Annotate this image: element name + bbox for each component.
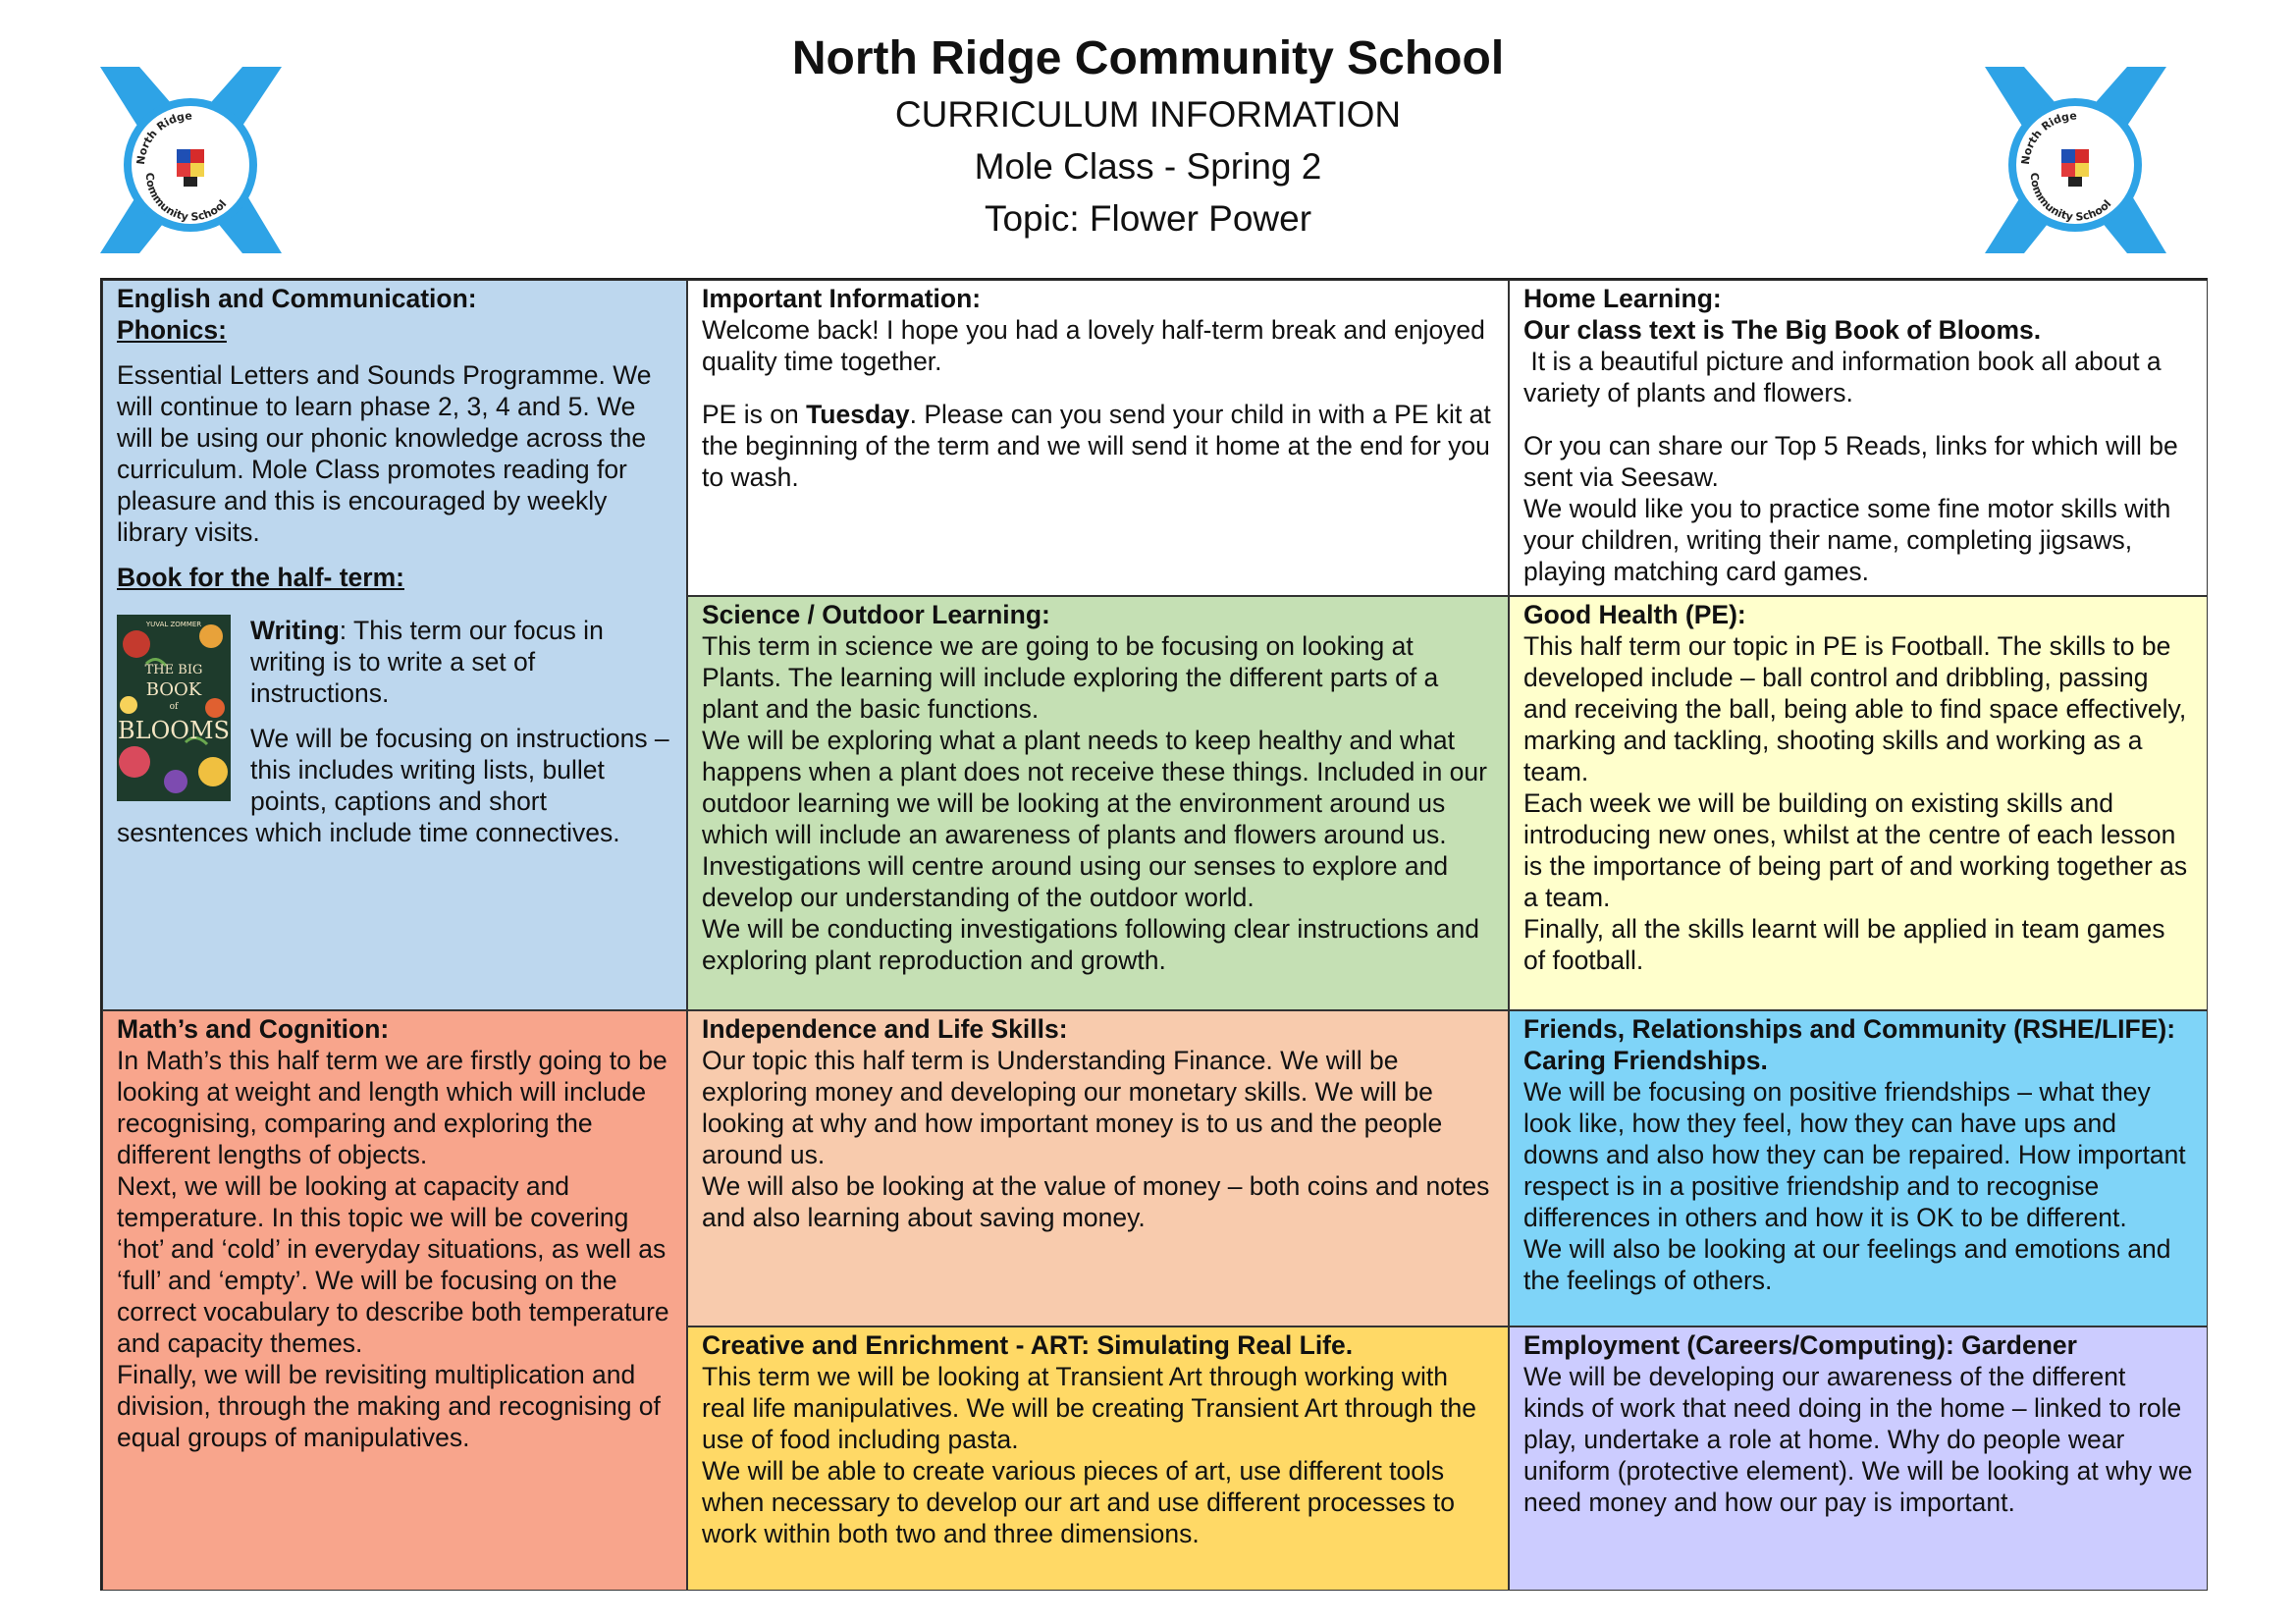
independence-text-2: We will also be looking at the value of money – both coins and notes and also learning about saving money. [702, 1171, 1490, 1232]
class-text-description: It is a beautiful picture and information book all about a variety of plants and flowers. [1523, 347, 2169, 407]
math-text-3: Finally, we will be revisiting multiplication and division, through the making and recognising of equal groups of manipulatives. [117, 1360, 661, 1452]
fine-motor-text: We would like you to practice some fine motor skills with your children, writing their name, completing jigsaws, playing matching card games. [1523, 494, 2171, 586]
friends-relationships-panel [1509, 1010, 2208, 1326]
employment-text-1: We will be developing our awareness of the different kinds of work that need doing in the home – linked to role play, undertake a role at home. Why do people wear uniform (protective element). We will be looking at why we need money and how our pay is important. [1523, 1362, 2193, 1517]
pe-day-text: PE is on Tuesday. Please can you send your child in with a PE kit at the beginning of the term and we will send it home at the end for you to wash. [702, 400, 1491, 492]
school-logo-left [100, 67, 282, 253]
svg-text:North Ridge: North Ridge [133, 109, 193, 166]
good-health-panel [1509, 596, 2208, 1010]
book-heading: Book for the half- term: [117, 563, 404, 592]
health-text-2: Each week we will be building on existing skills and introducing new ones, whilst at the centre of each lesson is the importance of being part of and working together as a team. [1523, 788, 2188, 912]
writing-label: Writing [250, 616, 340, 645]
home-learning-title: Home Learning: [1523, 284, 1722, 313]
employment-title: Employment (Careers/Computing): Gardener [1523, 1330, 2077, 1360]
science-text-1: This term in science we are going to be focusing on looking at Plants. The learning will include exploring the different parts of a plant and the basic functions. [702, 631, 1439, 724]
home-learning-panel [1509, 280, 2208, 596]
science-text-3: We will be conducting investigations following clear instructions and exploring plant reproduction and growth. [702, 914, 1479, 975]
health-text-3: Finally, all the skills learnt will be applied in team games of football. [1523, 914, 2165, 975]
curriculum-grid [100, 278, 2208, 1591]
writing-text: : This term our focus in writing is to write a set of instructions. [250, 616, 604, 708]
maths-cognition-panel [102, 1010, 687, 1591]
top-reads-text: Or you can share our Top 5 Reads, links for which will be sent via Seesaw. [1523, 431, 2178, 492]
svg-text:of: of [169, 702, 179, 712]
important-title: Important Information: [702, 284, 982, 313]
instructions-focus-text: We will be focusing on instructions – this includes writing lists, bullet points, captions and short sesntences which include time connectives. [117, 724, 669, 847]
creative-text-2: We will be able to create various pieces of art, use different tools when necessary to develop our art and use different processes to work within both two and three dimensions. [702, 1456, 1455, 1548]
math-title: Math’s and Cognition: [117, 1014, 390, 1044]
english-communication-panel [102, 280, 687, 1010]
svg-text:THE BIG: THE BIG [144, 663, 203, 677]
friends-text-2: We will also be looking at our feelings and emotions and the feelings of others. [1523, 1234, 2171, 1295]
health-title: Good Health (PE): [1523, 600, 1746, 629]
friends-title: Friends, Relationships and Community (RSHE/LIFE): Caring Friendships. [1523, 1014, 2176, 1075]
creative-enrichment-panel [687, 1326, 1509, 1591]
important-welcome-text: Welcome back! I hope you had a lovely half-term break and enjoyed quality time together. [702, 315, 1485, 376]
page-header [0, 29, 2296, 244]
important-information-panel [687, 280, 1509, 596]
science-outdoor-panel [687, 596, 1509, 1010]
class-term: Mole Class - Spring 2 [974, 146, 1322, 187]
svg-text:Community School: Community School [2027, 172, 2114, 224]
class-text-title: Our class text is The Big Book of Blooms. [1523, 315, 2042, 345]
book-cover-image [117, 615, 231, 801]
creative-text-1: This term we will be looking at Transient Art through working with real life manipulatives. We will be creating Transient Art through the use of food including pasta. [702, 1362, 1477, 1454]
svg-text:YUVAL ZOMMER: YUVAL ZOMMER [145, 621, 202, 628]
friends-text-1: We will be focusing on positive friendships – what they look like, how they feel, how they can have ups and downs and also how they can be repaired. How important respect is in a positive friendship and to recognise differences in others and how it is OK to be different. [1523, 1077, 2186, 1232]
svg-text:BLOOMS: BLOOMS [118, 717, 230, 744]
science-text-2: We will be exploring what a plant needs to keep healthy and what happens when a plant does not receive these things. Included in our outdoor learning we will be looking at the environment around us which will include an awareness of plants and flowers around us. Investigations will centre around using our senses to explore and develop our understanding of the outdoor world. [702, 726, 1487, 912]
english-title: English and Communication: [117, 284, 477, 313]
independence-title: Independence and Life Skills: [702, 1014, 1068, 1044]
phonics-heading: Phonics: [117, 315, 227, 345]
svg-text:Community School: Community School [142, 172, 230, 224]
creative-title: Creative and Enrichment - ART: Simulating Real Life. [702, 1330, 1354, 1360]
health-text-1: This half term our topic in PE is Football. The skills to be developed include – ball control and dribbling, passing and receiving the ball, being able to find space effectively, marking and tackling, shooting skills and working as a team. [1523, 631, 2187, 786]
svg-text:North Ridge: North Ridge [2018, 109, 2078, 166]
school-name: North Ridge Community School [791, 32, 1505, 84]
math-text-2: Next, we will be looking at capacity and temperature. In this topic we will be covering ‘hot’ and ‘cold’ in everyday situations, as well as ‘full’ and ‘empty’. We will be focusing on the correct vocabulary to describe both temperature and capacity themes. [117, 1171, 669, 1358]
independence-text-1: Our topic this half term is Understanding Finance. We will be exploring money and developing our monetary skills. We will be looking at why and how important money is to us and the people around us. [702, 1046, 1443, 1169]
math-text-1: In Math’s this half term we are firstly going to be looking at weight and length which will include recognising, comparing and exploring the different lengths of objects. [117, 1046, 667, 1169]
svg-text:BOOK: BOOK [145, 679, 202, 700]
school-logo-right [1985, 67, 2166, 253]
topic-title: Topic: Flower Power [984, 198, 1312, 239]
employment-careers-panel [1509, 1326, 2208, 1591]
document-subtitle: CURRICULUM INFORMATION [894, 94, 1402, 135]
science-title: Science / Outdoor Learning: [702, 600, 1050, 629]
phonics-text: Essential Letters and Sounds Programme. We will continue to learn phase 2, 3, 4 and 5. We will be using our phonic knowledge across the curriculum. Mole Class promotes reading for pleasure and this is encouraged by weekly library visits. [117, 360, 652, 547]
independence-life-skills-panel [687, 1010, 1509, 1326]
